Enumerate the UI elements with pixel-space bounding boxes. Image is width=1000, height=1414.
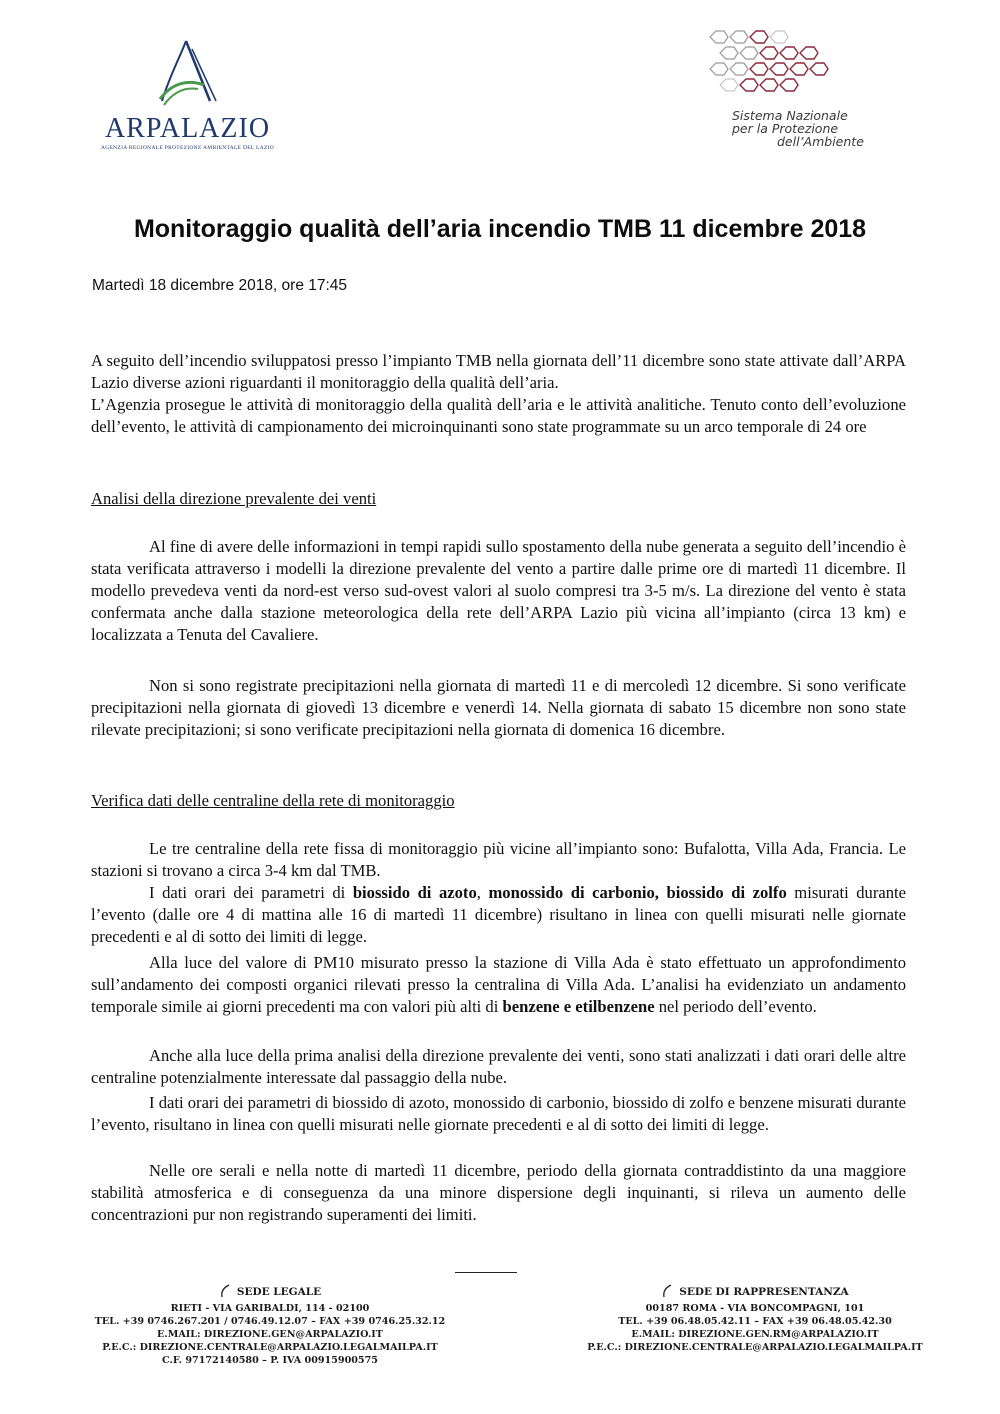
- arpa-wordmark: ARPALAZIO: [104, 113, 271, 144]
- stations-paragraph-4: Anche alla luce della prima analisi della direzione prevalente dei venti, sono stati analizzati i dati orari delle altre centraline potenzialmente interessate dal passaggio della nube.: [91, 1046, 906, 1087]
- snpa-logo: [700, 25, 900, 155]
- footer-rep-phone: TEL. +39 06.48.05.42.11 – FAX +39 06.48.05.42.30: [618, 1316, 892, 1327]
- footer-divider: [455, 1272, 517, 1273]
- arpa-subtitle: AGENZIA REGIONALE PROTEZIONE AMBIENTALE DEL LAZIO: [100, 145, 275, 151]
- footer-legal-email: E.MAIL: DIREZIONE.GEN@ARPALAZIO.IT: [157, 1329, 383, 1340]
- pollutant-emphasis-2: monossido di carbonio, biossido di zolfo: [488, 883, 787, 902]
- footer-rep-header: SEDE DI RAPPRESENTANZA: [545, 1284, 965, 1299]
- stations-paragraph-5: I dati orari dei parametri di biossido di azoto, monossido di carbonio, biossido di zolfo e benzene misurati durante l’evento, risultano in linea con quelli misurati nelle giornate precedenti e al di sotto dei limiti di legge.: [91, 1093, 906, 1134]
- page-title: Monitoraggio qualità dell’aria incendio TMB 11 dicembre 2018: [133, 215, 867, 243]
- swoosh-icon: [661, 1284, 673, 1298]
- stations-paragraph-6: Nelle ore serali e nella notte di martedì 11 dicembre, periodo della giornata contraddistinto da una maggiore stabilità atmosferica e di conseguenza da una minore dispersione degli inquinanti, si rileva un aumento delle concentrazioni pur non registrando superamenti dei limiti.: [91, 1161, 906, 1224]
- publication-date: Martedì 18 dicembre 2018, ore 17:45: [92, 277, 348, 294]
- pollutant-emphasis-1: biossido di azoto: [352, 883, 477, 902]
- arpa-mountain-icon: [100, 35, 275, 115]
- intro-paragraph-1: A seguito dell’incendio sviluppatosi presso l’impianto TMB nella giornata dell’11 dicembre sono state attivate dall’ARPA Lazio diverse azioni riguardanti il monitoraggio della qualità dell’aria.: [91, 351, 906, 392]
- section-heading-wind-analysis: Analisi della direzione prevalente dei venti: [91, 489, 377, 508]
- stations-paragraph-1: Le tre centraline della rete fissa di monitoraggio più vicine all’impianto sono: Bufalotta, Villa Ada, Francia. Le stazioni si trovano a circa 3-4 km dal TMB.: [91, 839, 906, 880]
- intro-paragraph-2: L’Agenzia prosegue le attività di monitoraggio della qualità dell’aria e le attività analitiche. Tenuto conto dell’evoluzione dell’evento, le attività di campionamento dei microinquinanti sono state programmate su un arco temporale di 24 ore: [91, 395, 906, 436]
- footer-legal-phone: TEL. +39 0746.267.201 / 0746.49.12.07 – FAX +39 0746.25.32.12: [94, 1316, 446, 1327]
- footer-rep-address: 00187 ROMA - VIA BONCOMPAGNI, 101: [645, 1303, 865, 1314]
- footer-representative-office: [545, 1284, 965, 1354]
- stations-paragraph-2: I dati orari dei parametri di biossido di azoto, monossido di carbonio, biossido di zolfo misurati durante l’evento (dalle ore 4 di mattina alle 16 di martedì 11 dicembre) risultano in linea con quelli misurati nelle giornate precedenti e al di sotto dei limiti di legge.: [91, 883, 907, 946]
- footer-legal-pec: P.E.C.: DIREZIONE.CENTRALE@ARPALAZIO.LEGALMAILPA.IT: [102, 1342, 438, 1353]
- footer-rep-pec: P.E.C.: DIREZIONE.CENTRALE@ARPALAZIO.LEGALMAILPA.IT: [587, 1342, 923, 1353]
- pollutant-emphasis-3: benzene e etilbenzene: [502, 997, 655, 1016]
- wind-paragraph-1: Al fine di avere delle informazioni in tempi rapidi sullo spostamento della nube generata a seguito dell’incendio è stata verificata attraverso i modelli la direzione prevalente del vento a partire dalle prime ore di martedì 11 dicembre. Il modello prevedeva venti da nord-est verso sud-ovest valori al suolo compresi tra 3-5 m/s. La direzione del vento è stata confermata anche dalla stazione meteorologica della rete dell’ARPA Lazio più vicina all’impianto (circa 13 km) e localizzata a Tenuta del Cavaliere.: [91, 537, 906, 644]
- swoosh-icon: [219, 1284, 231, 1298]
- stations-paragraph-3: Alla luce del valore di PM10 misurato presso la stazione di Villa Ada è stato effettuato un approfondimento sull’andamento dei composti organici rilevati presso la centralina di Villa Ada. L’analisi ha evidenziato un andamento temporale simile ai giorni precedenti ma con valori più alti di benzene e etilbenzene nel periodo dell’evento.: [91, 953, 906, 1016]
- snpa-wordmark: Sistema Nazionale per la Protezione dell’Ambiente: [732, 108, 864, 149]
- footer-legal-header: SEDE LEGALE: [60, 1284, 480, 1299]
- arpa-lazio-logo: [100, 35, 275, 160]
- footer-rep-email: E.MAIL: DIREZIONE.GEN.RM@ARPALAZIO.IT: [631, 1329, 879, 1340]
- footer-legal-tax: C.F. 97172140580 – P. IVA 00915900575: [162, 1355, 378, 1366]
- footer-legal-office: [60, 1284, 480, 1367]
- wind-paragraph-2: Non si sono registrate precipitazioni nella giornata di martedì 11 e di mercoledì 12 dicembre. Si sono verificate precipitazioni nella giornata di giovedì 13 dicembre e venerdì 14. Nella giornata di sabato 15 dicembre non sono state rilevate precipitazioni; si sono verificate precipitazioni nella giornata di domenica 16 dicembre.: [91, 676, 906, 739]
- section-heading-station-data: Verifica dati delle centraline della rete di monitoraggio: [91, 791, 455, 810]
- hexagon-cluster-icon: [700, 25, 900, 115]
- footer-legal-address: RIETI - VIA GARIBALDI, 114 - 02100: [170, 1303, 370, 1314]
